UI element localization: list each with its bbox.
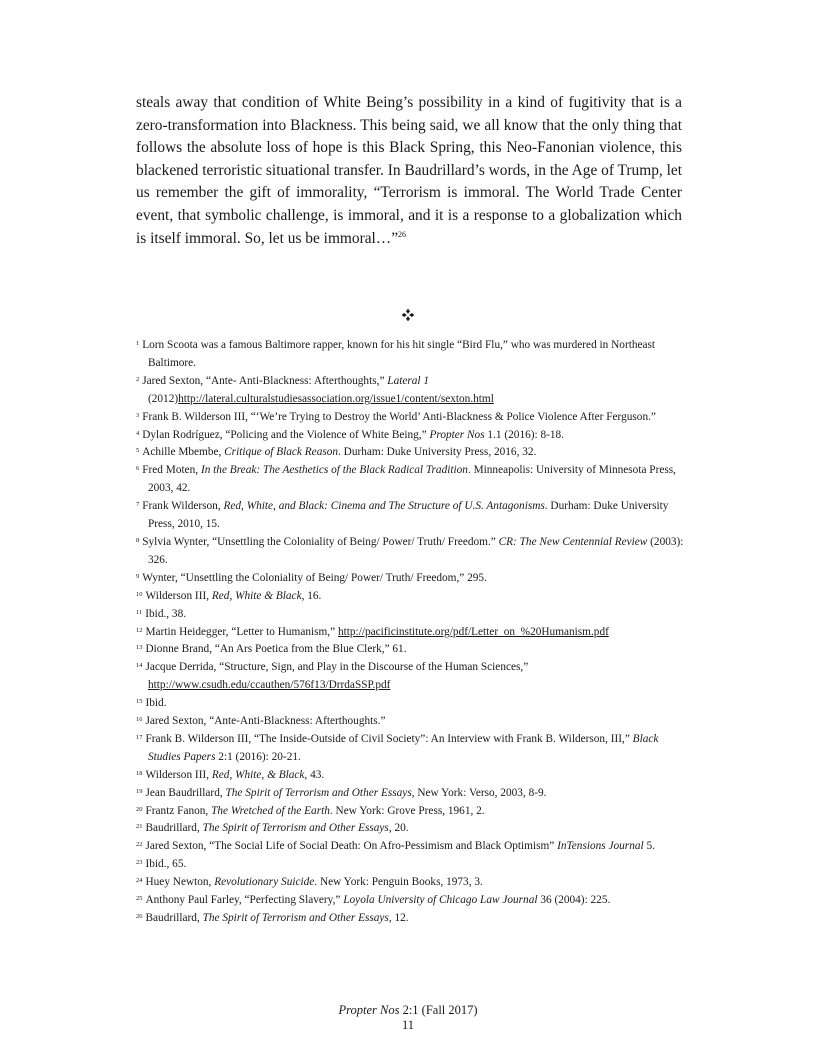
footnote [136, 856, 688, 874]
footnote-link[interactable]: http://pacificinstitute.org/pdf/Letter_on_%20Humanism.pdf [337, 625, 609, 638]
footnote-text-end: 1.1 (2016): 8-18. [484, 428, 564, 441]
running-footer [0, 1003, 816, 1018]
footnote-text: Fred Moten, [142, 464, 201, 477]
footnote [136, 534, 688, 570]
footnote-title: Red, White & Black [211, 589, 302, 602]
footnote [136, 820, 688, 838]
footnote-text: Frantz Fanon, [145, 804, 212, 817]
footnote-number: 17 [136, 733, 143, 741]
footnote-number: 26 [136, 913, 143, 920]
journal-title: Propter Nos [338, 1003, 400, 1017]
footnote-text: Jared Sexton, “Ante- Anti-Blackness: Afterthoughts,” [142, 374, 388, 387]
footnote [136, 713, 688, 731]
footnote-title: Lateral 1 [387, 374, 430, 387]
footnote-number: 2 [136, 375, 140, 383]
footnote [136, 874, 688, 892]
footnote-text: Ibid. [145, 697, 167, 710]
footnote-number: 6 [136, 465, 140, 473]
footnote-text-end: . Durham: Duke University Press, 2010, 15. [148, 500, 669, 531]
footnote-text: Lorn Scoota was a famous Baltimore rapper, known for his hit single “Bird Flu,” who was murdered in Northeast Baltimore. [142, 339, 656, 369]
footnotes-list [136, 337, 688, 928]
footnote-link[interactable]: http://www.csudh.edu/ccauthen/576f13/DrrdaSSP.pdf [148, 679, 391, 692]
footnote [136, 910, 688, 928]
footnote-title: In the Break: The Aesthetics of the Black Radical Tradition [200, 464, 468, 477]
body-paragraph [136, 92, 682, 250]
footnote-number: 5 [136, 447, 140, 455]
footnote [136, 695, 688, 713]
footnote-text: Wilderson III, [145, 768, 212, 781]
footnote-number: 10 [136, 590, 143, 598]
footnote-number: 12 [136, 626, 143, 634]
footnote [136, 588, 688, 606]
footnote-text: Wilderson III, [145, 589, 212, 602]
footnote-number: 11 [136, 608, 143, 616]
footnote [136, 767, 688, 785]
body-paragraph-text: steals away that condition of White Being’s possibility in a kind of fugitivity that is a zero-transformation into Blackness. This being said, we all know that the only thing that follows the absolute loss of hope is this Black Spring, this Neo-Fanonian violence, this blackened terroristic situational transfer. In Baudrillard’s words, in the Age of Trump, let us remember the gift of immorality, “Terrorism is immoral. The World Trade Center event, that symbolic challenge, is immoral, and it is a response to a globalization which is itself immoral. So, let us be immoral…” [136, 94, 682, 247]
footnote-text: Frank B. Wilderson III, “‘We’re Trying to Destroy the World’ Anti-Blackness & Police Violence After Ferguson.” [142, 410, 656, 423]
footnote [136, 498, 688, 534]
footnote-title: The Spirit of Terrorism and Other Essays [202, 822, 389, 835]
footnote-number: 13 [136, 644, 143, 652]
footnote-number: 20 [136, 805, 143, 813]
footnote-number: 23 [136, 859, 143, 867]
footnote-number: 19 [136, 787, 143, 795]
footnote-text-end: . Minneapolis: University of Minnesota Press, 2003, 42. [148, 464, 676, 495]
footnote-text-end: , 20. [388, 822, 409, 835]
footnote [136, 659, 688, 695]
footnote-title: Critique of Black Reason [224, 446, 339, 459]
footnote-text-end: (2003): 326. [148, 535, 684, 566]
footnote-title: Revolutionary Suicide [214, 876, 315, 889]
footnote-number: 22 [136, 841, 143, 849]
footnote-text: Ibid., 38. [145, 607, 187, 620]
footnote-number: 8 [136, 536, 140, 544]
footnote-title: The Spirit of Terrorism and Other Essays [202, 912, 389, 924]
footnote [136, 731, 688, 767]
footnote-text: Jared Sexton, “The Social Life of Social Death: On Afro-Pessimism and Black Optimism” [145, 840, 558, 853]
footnote-text-end: , 16. [301, 589, 322, 602]
footnote-number: 24 [136, 877, 143, 885]
footnote [136, 624, 688, 642]
footnote-text: Ibid., 65. [145, 858, 187, 871]
footnote [136, 337, 688, 373]
footnote-text: Baudrillard, [145, 912, 203, 924]
footnote-title: The Spirit of Terrorism and Other Essays [225, 786, 412, 799]
footnote-text-end: 2:1 (2016): 20-21. [215, 750, 301, 763]
footnote-number: 16 [136, 716, 143, 724]
footnote-number: 25 [136, 895, 143, 903]
footnote-text-end: , New York: Verso, 2003, 8-9. [411, 786, 547, 799]
footnote [136, 444, 688, 462]
footnote-text-end: 36 (2004): 225. [537, 894, 611, 907]
footnote-text-end: , 43. [304, 768, 325, 781]
footnote-number: 4 [136, 429, 140, 437]
footnote-text-end: (2012) [148, 392, 179, 405]
footnote-text: Baudrillard, [145, 822, 203, 835]
footnote-number: 14 [136, 662, 143, 670]
footnote-title: The Wretched of the Earth [211, 804, 330, 817]
footnote-number: 1 [136, 340, 140, 347]
footnote-text: Achille Mbembe, [142, 446, 225, 459]
footnote-number: 15 [136, 698, 143, 706]
footnote-text-end: . New York: Grove Press, 1961, 2. [329, 804, 485, 817]
footnote-text: Jean Baudrillard, [145, 786, 226, 799]
footnote-text: Sylvia Wynter, “Unsettling the Coloniality of Being/ Power/ Truth/ Freedom.” [142, 535, 499, 548]
footnote-title: Loyola University of Chicago Law Journal [343, 894, 538, 907]
footnote-text-end: 5. [643, 840, 655, 853]
footnote-number: 9 [136, 572, 140, 580]
footnote-title: Black Studies Papers [148, 732, 659, 763]
footnote-title: CR: The New Centennial Review [498, 535, 648, 548]
footnote [136, 785, 688, 803]
footnote [136, 409, 688, 427]
footnote-number: 3 [136, 411, 140, 419]
footnote-text: Martin Heidegger, “Letter to Humanism,” [145, 625, 338, 638]
footnote-text: Jared Sexton, “Ante-Anti-Blackness: Afterthoughts.” [145, 715, 386, 728]
footnote-title: InTensions Journal [557, 840, 644, 853]
footnote-text-end: . Durham: Duke University Press, 2016, 32. [338, 446, 537, 459]
footnote-number: 18 [136, 769, 143, 777]
footnote [136, 803, 688, 821]
footnote-text: Huey Newton, [145, 876, 215, 889]
footnote-text-end: , 12. [388, 912, 409, 924]
footnote-text: Frank Wilderson, [142, 500, 224, 513]
section-divider-ornament-icon [401, 308, 415, 322]
footnote-title: Red, White, and Black: Cinema and The Structure of U.S. Antagonisms [223, 500, 545, 513]
footnote-number: 21 [136, 823, 143, 831]
footnote-text: Dylan Rodríguez, “Policing and the Violence of White Being,” [142, 428, 430, 441]
footnote-text: Anthony Paul Farley, “Perfecting Slavery,” [145, 894, 344, 907]
footnote [136, 892, 688, 910]
footnote [136, 462, 688, 498]
footnote [136, 641, 688, 659]
footnote-text: Dionne Brand, “An Ars Poetica from the Blue Clerk,” 61. [145, 643, 407, 656]
note-reference[interactable]: 26 [398, 229, 407, 239]
page-number: 11 [401, 1018, 415, 1032]
footnote [136, 570, 688, 588]
footnote-text: Jacque Derrida, “Structure, Sign, and Play in the Discourse of the Human Sciences,” [145, 661, 529, 674]
footnote-text: Frank B. Wilderson III, “The Inside-Outside of Civil Society”: An Interview with Frank B. Wilderson, III,” [145, 732, 633, 745]
footnote-title: Propter Nos [429, 428, 485, 441]
footnote [136, 838, 688, 856]
footnote-link[interactable]: http://lateral.culturalstudiesassociation.org/issue1/content/sexton.html [178, 392, 494, 405]
footnote-text: Wynter, “Unsettling the Coloniality of Being/ Power/ Truth/ Freedom,” 295. [142, 571, 487, 584]
journal-issue: 2:1 (Fall 2017) [402, 1003, 478, 1017]
footnote [136, 373, 688, 409]
footnote-title: Red, White, & Black [211, 768, 305, 781]
footnote-number: 7 [136, 501, 140, 509]
footnote [136, 606, 688, 624]
footnote-text-end: . New York: Penguin Books, 1973, 3. [314, 876, 483, 889]
footnote [136, 427, 688, 445]
